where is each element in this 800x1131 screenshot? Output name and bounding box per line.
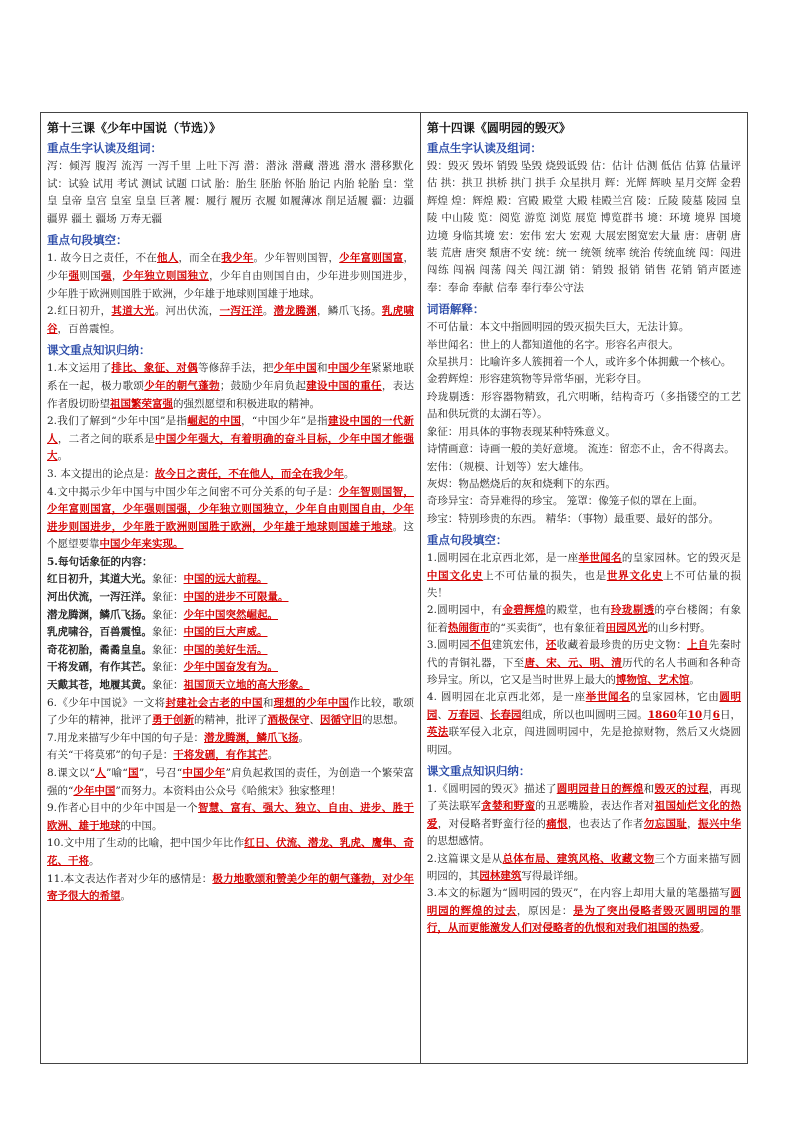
definition-item: 金碧辉煌：形容建筑物等异常华丽，光彩夺目。 — [426, 373, 648, 386]
lesson-13-column — [41, 113, 421, 1063]
symbol-item: 河出伏流，一泻汪洋。象征：中国的进步不可限量。 — [47, 591, 289, 604]
definition-item: 众星拱月：比喻许多人簇拥着一个人，或许多个体拥戴一个核心。 — [426, 356, 732, 369]
knowledge-item: 4.文中揭示少年中国与中国少年之间密不可分关系的句子是：少年智则国智，少年富则国富，少年强则国强，少年独立则国独立，少年自由则国自由，少年进步则国进步，少年胜于欧洲则国胜于欧洲，少年雄于地球则国雄于地球。这个愿望要靠中国少年来实现。 — [47, 485, 414, 551]
definition-item: 宏伟：（规模、计划等）宏大雄伟。 — [426, 460, 590, 473]
section-heading: 词语解释： — [426, 302, 485, 317]
knowledge-item: 1.本文运用了排比、象征、对偶等修辞手法，把少年中国和中国少年紧紧地联系在一起，极力歌颂少年的朝气蓬勃；鼓励少年肩负起建设中国的重任，表达作者殷切盼望祖国繁荣富强的强烈愿望和积极进取的精神。 — [47, 362, 414, 410]
definition-item: 诗情画意：诗画一般的美好意境。 流连：留恋不止，舍不得离去。 — [426, 443, 735, 456]
knowledge-item: 2.我们了解到“少年中国”是指崛起的中国，“中国少年”是指建设中国的一代新人，二者之间的联系是中国少年强大，有着明确的奋斗目标，少年中国才能强大。 — [47, 415, 414, 463]
definition-item: 不可估量：本文中指圆明园的毁灭损失巨大，无法计算。 — [426, 321, 690, 334]
knowledge-item: 3.本文的标题为“圆明园的毁灭”，在内容上却用大量的笔墨描写圆明园的辉煌的过去，原因是：是为了突出侵略者毁灭圆明园的罪行，从而更能激发人们对侵略者的仇恨和对我们祖国的热爱。 — [426, 887, 742, 935]
knowledge-item: 1.《圆明园的毁灭》描述了圆明园昔日的辉煌和毁灭的过程，再现了英法联军贪婪和野蛮的丑恶嘴脸，表达作者对祖国灿烂文化的热爱，对侵略者野蛮行径的痛恨，也表达了作者勿忘国耻，振兴中华的思想感情。 — [426, 783, 742, 848]
definition-item: 珍宝：特别珍贵的东西。 精华：（事物）最重要、最好的部分。 — [426, 512, 720, 525]
knowledge-item: 9.作者心目中的少年中国是一个智慧、富有、强大、独立、自由、进步、胜于欧洲、雄于地球的中国。 — [47, 802, 414, 832]
knowledge-item: 11.本文表达作者对少年的感情是：极力地歌颂和赞美少年的朝气蓬勃，对少年寄予很大的希望。 — [47, 872, 414, 903]
definition-item: 灰烬：物品燃烧后的灰和烧剩下的东西。 — [426, 477, 616, 490]
definition-item: 玲珑剔透：形容器物精致，孔穴明晰，结构奇巧（多指镂空的工艺品和供玩赏的太湖石等）。 — [426, 390, 741, 421]
definition-item: 举世闻名：世上的人都知道他的名字。形容名声很大。 — [426, 338, 679, 351]
worksheet-table — [40, 112, 748, 1064]
definition-list — [427, 319, 741, 528]
section-heading: 重点句段填空： — [47, 233, 128, 248]
symbol-item: 干将发硎，有作其芒。象征：少年中国奋发有为。 — [47, 661, 278, 674]
symbol-item: 潜龙腾渊，鳞爪飞扬。象征：少年中国突然崛起。 — [47, 608, 278, 621]
knowledge-item: 3. 本文提出的论点是：故今日之责任，不在他人，而全在我少年。 — [47, 467, 355, 480]
knowledge-item: 8.课文以“人”喻“国”，号召“中国少年”肩负起救国的责任，为创造一个繁荣富强的“少年中国”而努力。本资料由公众号《哈熊宋》独家整理！ — [47, 767, 414, 797]
vocab-list: 泻：倾泻 腹泻 流泻 一泻千里 上吐下泻 潜：潜泳 潜藏 潜逃 潜水 潜移默化 试：试验 试用 考试 测试 试题 口试 胎：胎生 胚胎 怀胎 胎记 内胎 轮胎 皇：堂皇 皇帝 皇宫 皇室 皇皇 巨著 履：履行 履历 衣履 如履薄冰 削足适履 疆：边疆 疆界 疆土 疆场 万寿无疆 — [47, 160, 414, 225]
section-heading: 重点句段填空： — [426, 533, 508, 548]
section-heading: 课文重点知识归纳： — [426, 764, 531, 778]
vocab-list: 毁：毁灭 毁坏 销毁 坠毁 烧毁诋毁 估：估计 估测 低估 估算 估量评估 拱：拱卫 拱桥 拱门 拱手 众星拱月 辉：光辉 辉映 星月交辉 金碧辉煌 煌：辉煌 殿：宫殿 殿堂 大殿 桂殿兰宫 陵：丘陵 陵墓 陵园 皇陵 中山陵 览：阅览 游览 浏览 展览 博览群书 境：环境 境界 国境 边境 身临其境 宏：宏伟 宏大 宏观 大展宏图宽宏大量 唐：唐朝 唐装 荒唐 唐突 颓唐不安 统：统一 统领 统率 统治 传统血统 闯：闯进 闯练 闯祸 闯荡 闯关 闯江湖 销：销毁 报销 销售 花销 销声匿迹 奉：奉命 奉献 信奉 奉行奉公守法 — [426, 160, 741, 294]
section-heading: 重点生字认读及组词： — [426, 141, 542, 155]
symbol-list — [47, 571, 414, 694]
symbol-item: 红日初升，其道大光。象征：中国的远大前程。 — [47, 573, 268, 586]
lesson-title: 第十四课《圆明园的毁灭》 — [426, 121, 571, 135]
fill-item: 1. 故今日之责任，不在他人，而全在我少年。少年智则国智，少年富则国富，少年强则国强，少年独立则国独立，少年自由则国自由，少年进步则国进步，少年胜于欧洲则国胜于欧洲，少年雄于地球则国雄于地球。 — [47, 252, 414, 300]
fill-item: 2.红日初升，其道大光。河出伏流，一泻汪洋。潜龙腾渊，鳞爪飞扬。乳虎啸谷，百兽震惶。 — [47, 305, 414, 335]
knowledge-item: 7.用龙来描写少年中国的句子是：潜龙腾渊，鳞爪飞扬。 — [47, 731, 310, 744]
knowledge-item: 6.《少年中国说》一文将封建社会古老的中国和理想的少年中国作比较，歌颂了少年的精神，批评了勇于创新的精神，批评了酒极保守、因循守旧的思想。 — [47, 696, 414, 727]
definition-item: 象征：用具体的事物表现某种特殊意义。 — [426, 425, 616, 438]
fill-item: 3.圆明园不但建筑宏伟，还收藏着最珍贵的历史文物：上自先秦时代的青铜礼器，下至唐、宋、元、明、清历代的名人书画和各种奇珍异宝。所以，它又是当时世界上最大的博物馆、艺术馆。 — [426, 639, 742, 686]
symbol-item: 乳虎啸谷，百兽震惶。象征：中国的巨大声威。 — [47, 626, 268, 639]
symbol-item: 奇花初胎，矞矞皇皇。象征：中国的美好生活。 — [47, 643, 268, 656]
section-heading: 课文重点知识归纳： — [47, 343, 151, 358]
knowledge-item: 10.文中用了生动的比喻，把中国少年比作红日、伏流、潜龙、乳虎、鹰隼、奇花、干将。 — [47, 837, 414, 867]
symbol-item: 天戴其苍，地履其黄。象征：祖国顶天立地的高大形象。 — [47, 679, 310, 692]
definition-item: 奇珍异宝：奇异难得的珍宝。 笼罩：像笼子似的罩在上面。 — [426, 495, 704, 508]
knowledge-item: 有关“干将莫邪”的句子是：干将发硎，有作其芒。 — [47, 749, 279, 762]
knowledge-item: 2.这篇课文是从总体布局、建筑风格、收藏文物三个方面来描写圆明园的，其园林建筑写得最详细。 — [426, 852, 741, 883]
fill-item: 1.圆明园在北京西北郊，是一座举世闻名的皇家园林。它的毁灭是中国文化史上不可估量的损失，也是世界文化史上不可估量的损失！ — [426, 552, 742, 599]
lesson-title: 第十三课《少年中国说（节选）》 — [47, 121, 222, 135]
section-heading: 重点生字认读及组词： — [47, 141, 162, 155]
fill-item: 2.圆明园中，有金碧辉煌的殿堂，也有玲珑剔透的亭台楼阁；有象征着热闹街市的“买卖街”，也有象征着田园风光的山乡村野。 — [426, 604, 741, 634]
knowledge-item-title: 5.每句话象征的内容： — [47, 555, 153, 568]
lesson-14-column — [421, 113, 747, 1063]
fill-item: 4. 圆明园在北京西北郊，是一座举世闻名的皇家园林，它由圆明园、万春园、长春园组成，所以也叫圆明三园。1860年10月6日，英法联军侵入北京，闯进圆明园中，先是抢掠财物，然后又火烧圆明园。 — [426, 691, 742, 756]
